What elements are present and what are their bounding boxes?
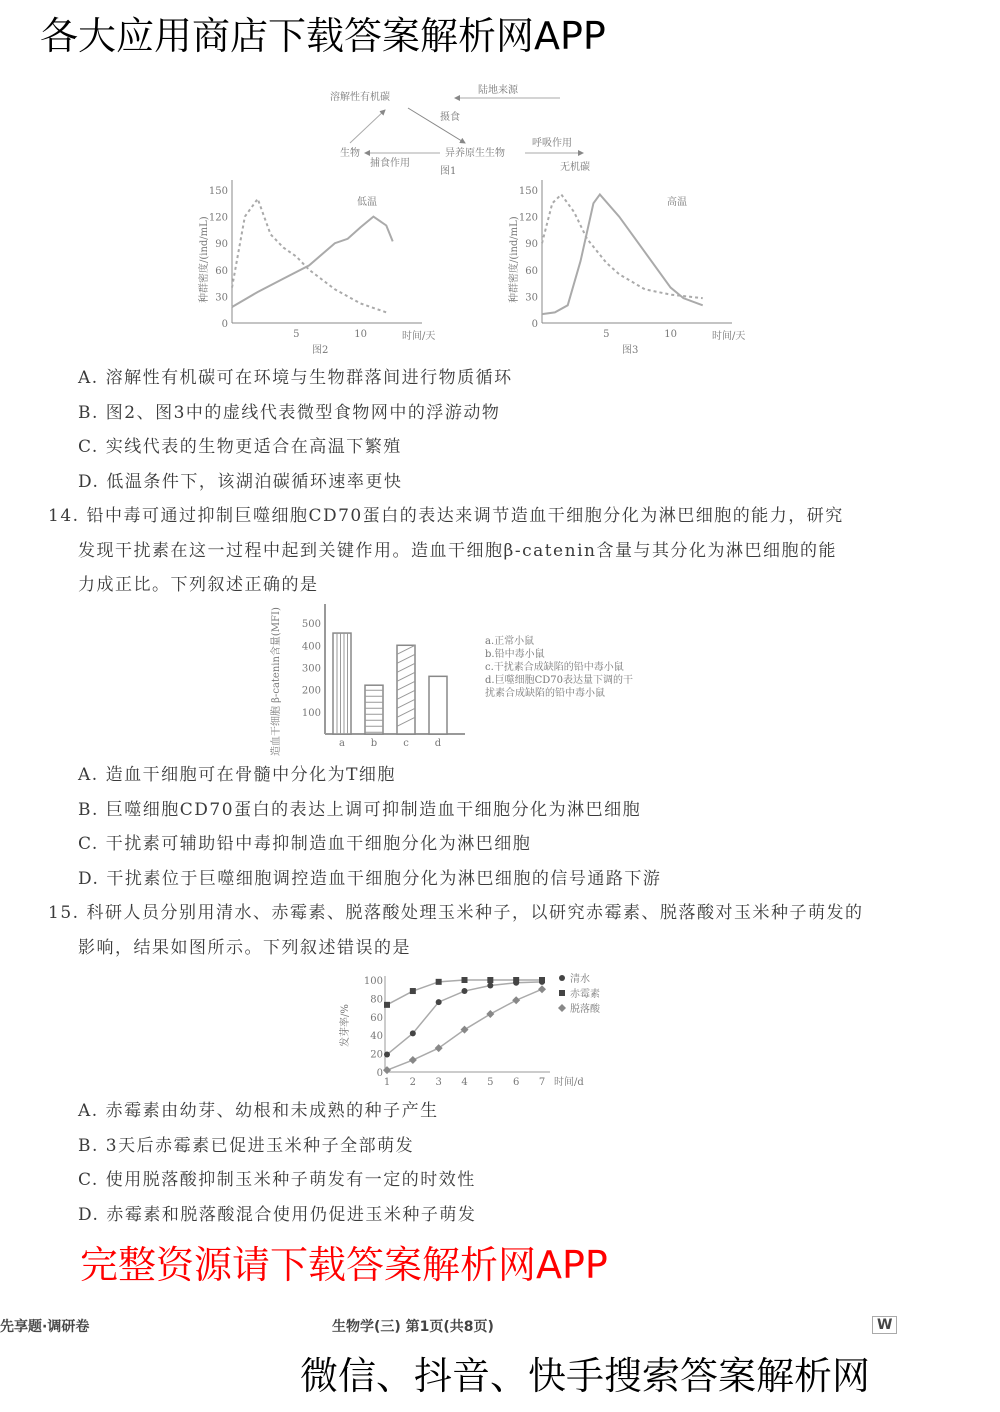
q14-line: 14. 铅中毒可通过抑制巨噬细胞CD70蛋白的表达来调节造血干细胞分化为淋巴细胞的能力，研究 (48, 506, 844, 526)
legend-entry: 扰素合成缺陷的铅中毒小鼠 (485, 688, 605, 699)
y-tick-label: 0 (531, 319, 538, 330)
x-tick-label: b (370, 738, 378, 749)
node-hetero: 异养原生生物 (445, 148, 505, 159)
series-solid-line (232, 217, 393, 307)
series-dashed-line (542, 194, 703, 298)
q15o-line: D. 赤霉素和脱落酸混合使用仍促进玉米种子萌发 (78, 1204, 477, 1225)
q15-line: 影响，结果如图所示。下列叙述错误的是 (78, 937, 411, 958)
data-point (436, 979, 442, 985)
edge-ingest: 摄食 (440, 112, 460, 123)
chart-title: 低温 (357, 197, 377, 208)
x-tick-label: 10 (664, 329, 677, 340)
x-tick-label: 2 (409, 1077, 417, 1088)
y-tick-label: 120 (208, 212, 228, 224)
data-point (487, 983, 493, 989)
legend-entry: b.铅中毒小鼠 (485, 649, 545, 660)
y-tick-label: 60 (370, 1012, 383, 1024)
data-point (384, 1052, 390, 1058)
x-tick-label: a (339, 738, 345, 749)
watermark-top: 各大应用商店下载答案解析网APP (40, 14, 606, 58)
y-tick-label: 40 (370, 1031, 383, 1043)
q14o-line: A. 造血干细胞可在骨髓中分化为T细胞 (78, 765, 396, 785)
y-tick-label: 400 (301, 641, 321, 653)
data-point (539, 977, 545, 983)
x-axis-label: 时间/天 (712, 331, 746, 342)
y-tick-label: 0 (221, 319, 228, 330)
y-axis-label: 种群密度/(ind/mL) (199, 216, 210, 303)
figure-3-chart (505, 180, 765, 355)
figure-caption: 图3 (622, 345, 639, 356)
node-inorganic: 无机碳 (560, 162, 590, 173)
data-point (462, 988, 468, 994)
chart-title: 高温 (667, 197, 687, 208)
y-tick-label: 20 (370, 1049, 383, 1061)
y-tick-label: 120 (518, 212, 538, 224)
legend-entry: d.巨噬细胞CD70表达量下调的干 (485, 675, 633, 686)
q14-line: 力成正比。下列叙述正确的是 (78, 575, 319, 595)
x-tick-label: 3 (435, 1077, 442, 1088)
x-axis-label: 时间/天 (402, 331, 436, 342)
data-point (410, 1030, 416, 1036)
y-tick-label: 60 (525, 265, 538, 277)
q14o-line: C. 干扰素可辅助铅中毒抑制造血干细胞分化为淋巴细胞 (78, 834, 532, 854)
y-tick-label: 80 (370, 994, 383, 1006)
data-point (384, 1002, 390, 1008)
figure-2-chart (195, 180, 455, 355)
q15o-line: A. 赤霉素由幼芽、幼根和未成熟的种子产生 (78, 1101, 439, 1121)
y-tick-label: 150 (518, 186, 538, 197)
legend-entry: c.干扰素合成缺陷的铅中毒小鼠 (485, 662, 624, 673)
figure-caption: 图2 (312, 345, 329, 356)
data-point (559, 990, 565, 996)
x-tick-label: 1 (383, 1077, 391, 1088)
germination-chart (330, 968, 620, 1093)
x-tick-label: 6 (512, 1077, 520, 1088)
y-tick-label: 90 (525, 239, 538, 251)
series-dashed-line (232, 199, 386, 312)
footer-brand: 先享题·调研卷 (0, 1319, 90, 1335)
legend-entry: 清水 (570, 974, 590, 985)
q13-line: D. 低温条件下，该湖泊碳循环速率更快 (78, 471, 403, 492)
y-tick-label: 300 (301, 663, 321, 675)
x-tick-label: 10 (354, 329, 367, 340)
x-tick-label: 7 (538, 1077, 546, 1088)
node-left-partial: 生物 (340, 148, 360, 159)
legend-entry: 赤霉素 (570, 989, 600, 1000)
y-tick-label: 100 (363, 976, 383, 987)
bar-d (429, 676, 447, 734)
watermark-bottom: 微信、抖音、快手搜索答案解析网 (300, 1354, 871, 1398)
q14o-line: D. 干扰素位于巨噬细胞调控造血干细胞分化为淋巴细胞的信号通路下游 (78, 868, 662, 889)
footer-page-info: 生物学(三) 第1页(共8页) (332, 1319, 494, 1335)
data-point (436, 999, 442, 1005)
q13-line: B. 图2、图3中的虚线代表微型食物网中的浮游动物 (78, 402, 501, 423)
x-tick-label: c (403, 738, 409, 749)
bar-a (333, 633, 351, 734)
data-point (409, 1056, 417, 1064)
q15-line: 15. 科研人员分别用清水、赤霉素、脱落酸处理玉米种子，以研究赤霉素、脱落酸对玉米种子萌发的 (48, 903, 864, 923)
x-tick-label: 5 (603, 329, 610, 340)
data-point (486, 1010, 494, 1018)
y-tick-label: 60 (215, 265, 228, 277)
edge-predation: 捕食作用 (370, 158, 410, 169)
data-point (512, 996, 520, 1004)
y-tick-label: 30 (525, 292, 538, 304)
q15o-line: B. 3天后赤霉素已促进玉米种子全部萌发 (78, 1135, 415, 1156)
legend-entry: 脱落酸 (570, 1004, 600, 1015)
q13-line: A. 溶解性有机碳可在环境与生物群落间进行物质循环 (78, 368, 513, 388)
y-tick-label: 200 (301, 685, 321, 697)
legend-entry: a.正常小鼠 (485, 636, 535, 647)
q13-line: C. 实线代表的生物更适合在高温下繁殖 (78, 437, 402, 457)
data-point (558, 1004, 566, 1012)
q15o-line: C. 使用脱落酸抑制玉米种子萌发有一定的时效性 (78, 1170, 476, 1190)
data-point (383, 1066, 391, 1074)
watermark-center: 完整资源请下载答案解析网APP (80, 1243, 608, 1287)
node-land: 陆地来源 (478, 85, 518, 96)
y-tick-label: 0 (376, 1068, 383, 1079)
data-point (513, 977, 519, 983)
q14o-line: B. 巨噬细胞CD70蛋白的表达上调可抑制造血干细胞分化为淋巴细胞 (78, 799, 642, 820)
x-axis-label: 时间/d (554, 1077, 584, 1088)
y-tick-label: 90 (215, 239, 228, 251)
y-tick-label: 500 (301, 619, 321, 631)
data-point (462, 977, 468, 983)
figure-1-caption: 图1 (440, 166, 457, 177)
x-tick-label: 5 (487, 1077, 494, 1088)
q14-line: 发现干扰素在这一过程中起到关键作用。造血干细胞β-catenin含量与其分化为淋巴细胞的能 (78, 540, 837, 561)
data-point (559, 975, 565, 981)
x-tick-label: 5 (293, 329, 300, 340)
edge-respiration: 呼吸作用 (532, 138, 572, 149)
footer-mark: W (872, 1316, 897, 1334)
y-axis-label: 造血干细胞 β-catenin含量(MFI) (271, 607, 282, 756)
y-axis-label: 发芽率/% (340, 1004, 351, 1047)
bar-chart-beta-catenin (255, 598, 695, 758)
x-tick-label: d (434, 738, 442, 749)
x-tick-label: 4 (461, 1077, 468, 1088)
y-axis-label: 种群密度/(ind/mL) (509, 216, 520, 303)
data-point (410, 988, 416, 994)
y-tick-label: 150 (208, 186, 228, 197)
figure-1-carbon-diagram (300, 78, 600, 178)
y-tick-label: 30 (215, 292, 228, 304)
data-point (538, 985, 546, 993)
node-doc: 溶解性有机碳 (330, 92, 390, 103)
y-tick-label: 100 (301, 707, 321, 719)
data-point (487, 977, 493, 983)
